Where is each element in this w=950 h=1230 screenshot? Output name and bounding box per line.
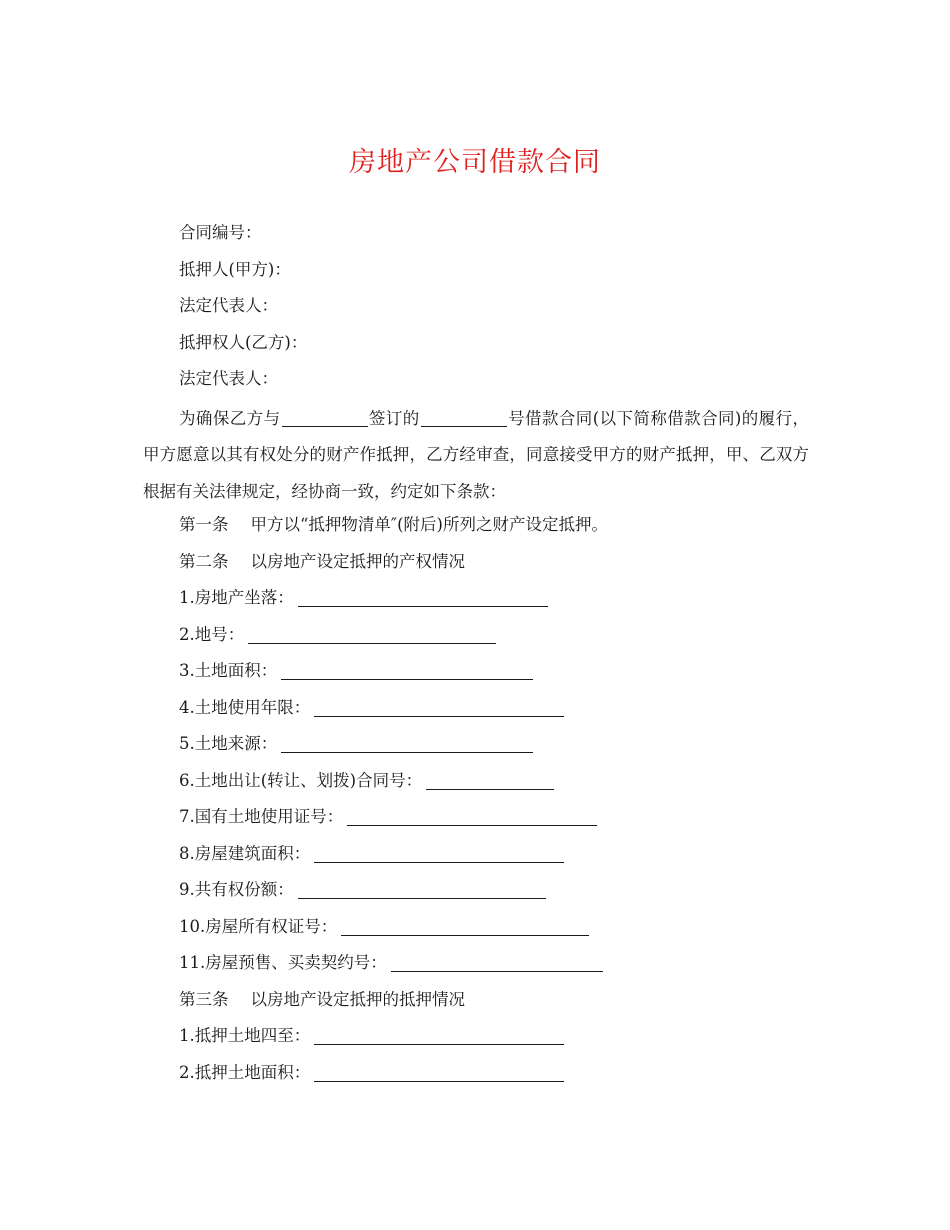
- article-2-text: 以房地产设定抵押的产权情况: [250, 551, 465, 571]
- article-3: [143, 985, 809, 1022]
- preamble-part-3: 号借款合同(以下简称借款合同)的履行，甲方愿意以其有权处分的财产作抵押，乙方经审查，同意接受甲方的财产抵押，甲、乙双方根据有关法律规定，经协商一致，约定如下条款：: [143, 408, 810, 501]
- preamble-part-2: 签订的: [368, 408, 420, 428]
- blank-line: [248, 625, 496, 644]
- blank-line: [347, 807, 597, 826]
- article-3-item: [143, 1058, 809, 1095]
- article-3-item: [143, 1021, 809, 1058]
- article-2-item: [143, 729, 809, 766]
- article-2-item: [143, 766, 809, 803]
- article-2-item: [143, 948, 809, 985]
- article-2: [143, 547, 809, 584]
- blank-line: [281, 661, 533, 680]
- article-1-text: 甲方以“抵押物清单″(附后)所列之财产设定抵押。: [250, 515, 608, 534]
- article-2-item: [143, 912, 809, 949]
- item-label: 10.房屋所有权证号：: [179, 916, 338, 936]
- article-1: [143, 510, 809, 547]
- article-2-item: [143, 583, 809, 620]
- item-label: 5.土地来源：: [179, 734, 278, 753]
- item-label: 1.房地产坐落：: [179, 588, 294, 607]
- item-label: 2.抵押土地面积：: [179, 1062, 311, 1082]
- blank-line: [281, 734, 533, 753]
- article-2-item: [143, 875, 809, 912]
- item-label: 2.地号：: [179, 624, 245, 644]
- field-mortgagee: 抵押权人(乙方)：: [179, 332, 308, 352]
- item-label: 9.共有权份额：: [179, 880, 294, 899]
- blank-line: [421, 409, 507, 427]
- blank-line: [314, 1026, 564, 1045]
- document-title: 房地产公司借款合同: [349, 147, 601, 178]
- blank-line: [298, 880, 546, 899]
- item-label: 4.土地使用年限：: [179, 697, 311, 717]
- item-label: 6.土地出让(转让、划拨)合同号：: [179, 770, 423, 790]
- article-2-label: 第二条: [179, 551, 229, 571]
- blank-line: [341, 917, 589, 936]
- field-mortgagor-legal-rep: 法定代表人：: [179, 296, 278, 315]
- article-2-item: [143, 839, 809, 876]
- field-mortgagor: 抵押人(甲方)：: [179, 259, 291, 279]
- blank-line: [282, 409, 368, 427]
- item-label: 7.国有土地使用证号：: [179, 807, 344, 826]
- field-contract-number: 合同编号：: [179, 223, 262, 242]
- blank-line: [314, 1063, 564, 1082]
- preamble-part-1: 为确保乙方与: [179, 408, 281, 428]
- blank-line: [391, 953, 603, 972]
- preamble-paragraph: [143, 401, 809, 511]
- article-3-label: 第三条: [179, 989, 229, 1009]
- blank-line: [298, 588, 548, 607]
- item-label: 3.土地面积：: [179, 661, 278, 680]
- item-label: 11.房屋预售、买卖契约号：: [179, 953, 387, 972]
- blank-line: [314, 844, 564, 863]
- item-label: 8.房屋建筑面积：: [179, 843, 311, 863]
- article-1-label: 第一条: [179, 515, 229, 534]
- article-2-item: [143, 620, 809, 657]
- blank-line: [426, 771, 554, 790]
- article-2-item: [143, 802, 809, 839]
- article-2-item: [143, 693, 809, 730]
- document-body: [143, 218, 809, 1094]
- blank-line: [314, 698, 564, 717]
- item-label: 1.抵押土地四至：: [179, 1026, 311, 1045]
- article-2-item: [143, 656, 809, 693]
- field-mortgagee-legal-rep: 法定代表人：: [179, 369, 278, 388]
- article-3-text: 以房地产设定抵押的抵押情况: [250, 989, 465, 1009]
